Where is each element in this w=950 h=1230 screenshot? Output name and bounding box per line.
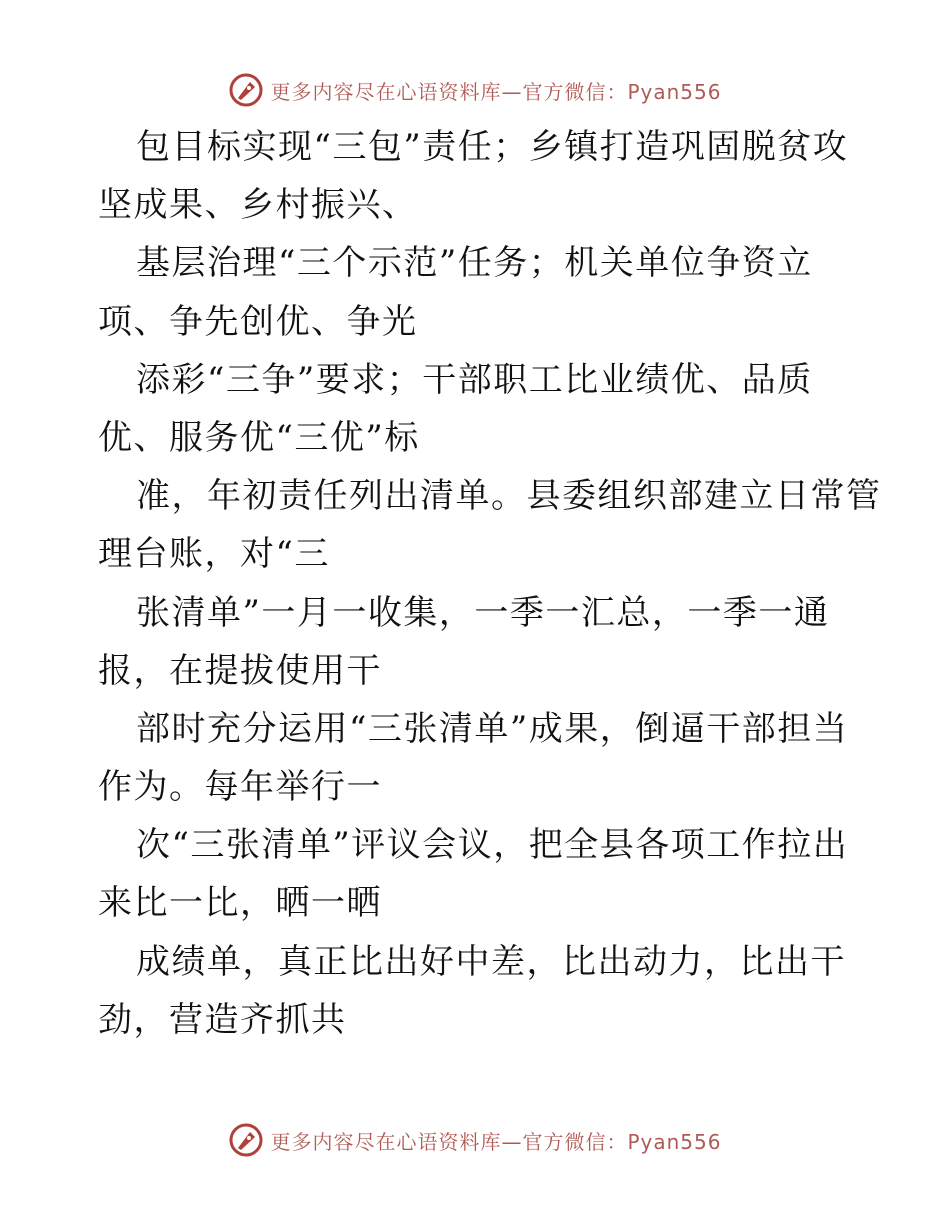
body-line: 项、争先创优、争光 <box>98 301 418 342</box>
banner-text: 更多内容尽在心语资料库—官方微信：Pyan556 <box>270 79 722 104</box>
body-line: 作为。每年举行一 <box>98 767 382 808</box>
body-line: 包目标实现“三包”责任；乡镇打造巩固脱贫攻 <box>136 127 849 167</box>
pen-nib-logo-icon <box>228 1122 264 1158</box>
body-line: 准，年初责任列出清单。县委组织部建立日常管 <box>136 476 882 517</box>
body-line: 部时充分运用“三张清单”成果，倒逼干部担当 <box>136 708 849 749</box>
header-banner <box>0 70 950 110</box>
body-line: 优、服务优“三优”标 <box>98 417 420 458</box>
body-line: 基层治理“三个示范”任务；机关单位争资立 <box>136 243 813 284</box>
body-line: 来比一比，晒一晒 <box>98 883 382 924</box>
body-line: 成绩单，真正比出好中差，比出动力，比出干 <box>136 941 846 982</box>
body-line: 张清单”一月一收集，一季一汇总，一季一通 <box>136 592 830 633</box>
body-line: 坚成果、乡村振兴、 <box>98 185 418 226</box>
body-line: 添彩“三争”要求；干部职工比业绩优、品质 <box>136 359 813 400</box>
body-line: 劲，营造齐抓共 <box>98 999 347 1040</box>
body-line: 报，在提拔使用干 <box>98 650 382 691</box>
body-line: 理台账，对“三 <box>98 534 330 575</box>
document-body <box>98 118 882 1049</box>
pen-nib-logo-icon <box>228 72 264 108</box>
body-line: 次“三张清单”评议会议，把全县各项工作拉出 <box>136 825 849 866</box>
banner-text: 更多内容尽在心语资料库—官方微信：Pyan556 <box>270 1129 722 1154</box>
footer-banner <box>0 1120 950 1160</box>
